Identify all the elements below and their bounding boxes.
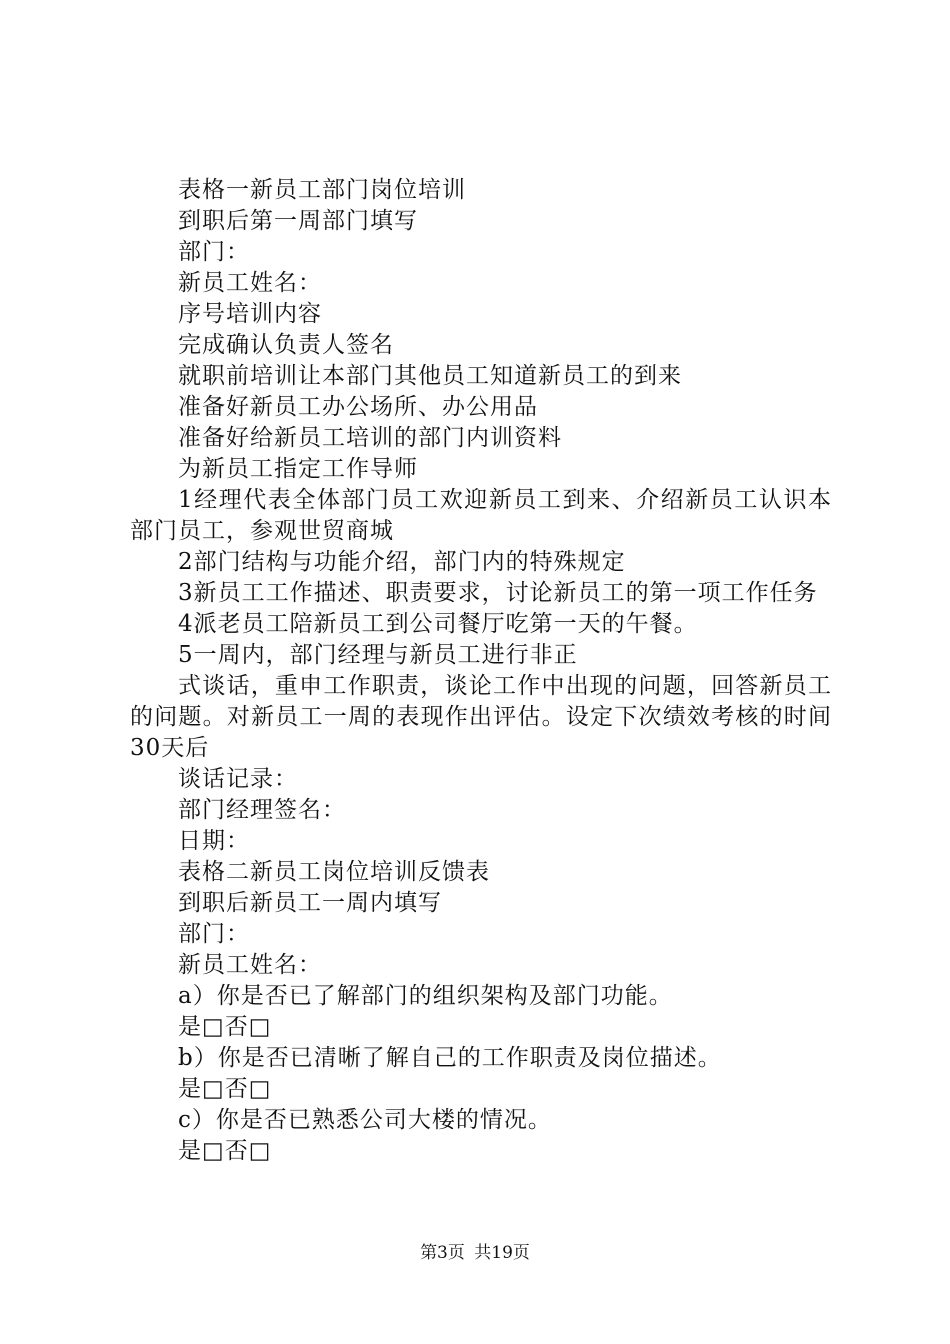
text-line: 完成确认负责人签名 xyxy=(178,332,394,358)
text-line: 新员工姓名： xyxy=(178,952,322,978)
text-line: 序号培训内容 xyxy=(178,301,322,327)
text-line: 表格一新员工部门岗位培训 xyxy=(178,177,466,203)
yes-no-checkbox-line: 是□否□ xyxy=(178,1076,272,1102)
question-line: c）你是否已熟悉公司大楼的情况。 xyxy=(178,1107,552,1133)
text-line: 部门： xyxy=(178,239,250,265)
text-line: 到职后第一周部门填写 xyxy=(178,208,418,234)
yes-no-checkbox-line: 是□否□ xyxy=(178,1138,272,1164)
text-paragraph: 4派老员工陪新员工到公司餐厅吃第一天的午餐。 xyxy=(178,611,698,637)
text-line: 准备好新员工办公场所、办公用品 xyxy=(178,394,538,420)
text-line: 部门经理签名： xyxy=(178,797,346,823)
text-line: 日期： xyxy=(178,828,250,854)
text-paragraph: 式谈话，重申工作职责，谈论工作中出现的问题，回答新员工的问题。对新员工一周的表现作出评估。设定下次绩效考核的时间30天后 xyxy=(130,673,832,761)
text-paragraph: 1经理代表全体部门员工欢迎新员工到来、介绍新员工认识本部门员工，参观世贸商城 xyxy=(130,487,832,544)
text-line: 到职后新员工一周内填写 xyxy=(178,890,442,916)
text-line: 部门： xyxy=(178,921,250,947)
page-total: 共19页 xyxy=(474,1243,530,1263)
question-line: a）你是否已了解部门的组织架构及部门功能。 xyxy=(178,983,673,1009)
text-line: 表格二新员工岗位培训反馈表 xyxy=(178,859,490,885)
page-footer xyxy=(0,1241,950,1265)
text-line: 新员工姓名： xyxy=(178,270,322,296)
document-body xyxy=(130,175,832,1167)
page-number: 第3页 xyxy=(420,1243,465,1263)
question-line: b）你是否已清晰了解自己的工作职责及岗位描述。 xyxy=(178,1045,722,1071)
text-line: 就职前培训让本部门其他员工知道新员工的到来 xyxy=(178,363,682,389)
text-paragraph: 5一周内，部门经理与新员工进行非正 xyxy=(178,642,578,668)
text-line: 谈话记录： xyxy=(178,766,298,792)
text-paragraph: 2部门结构与功能介绍，部门内的特殊规定 xyxy=(178,549,626,575)
yes-no-checkbox-line: 是□否□ xyxy=(178,1014,272,1040)
text-paragraph: 3新员工工作描述、职责要求，讨论新员工的第一项工作任务 xyxy=(178,580,818,606)
text-line: 为新员工指定工作导师 xyxy=(178,456,418,482)
text-line: 准备好给新员工培训的部门内训资料 xyxy=(178,425,562,451)
